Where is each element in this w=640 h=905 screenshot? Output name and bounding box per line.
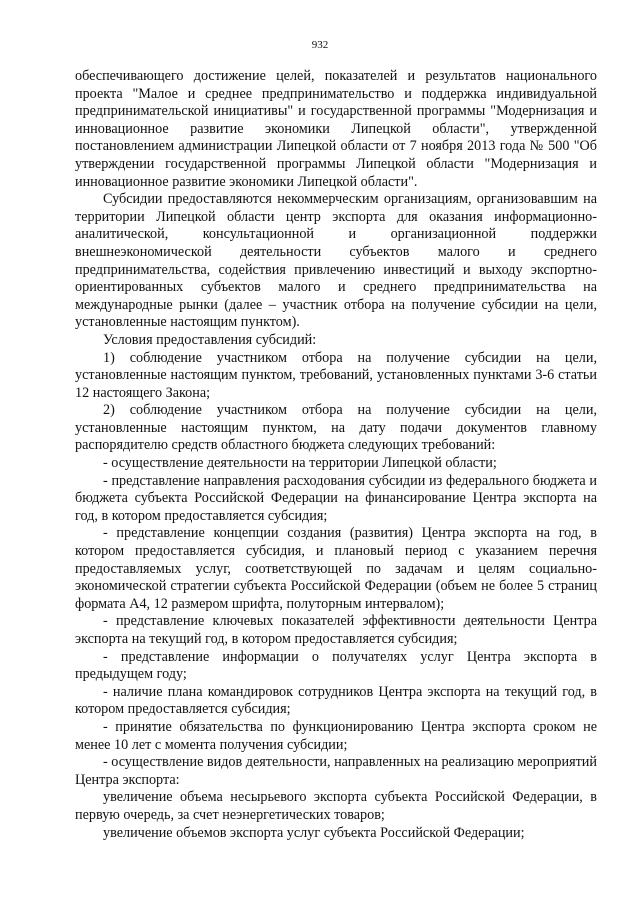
list-item: - представление направления расходования субсидии из федерального бюджета и бюджета субъекта Российской Федерации на финансирование Центра экспорта на год, в котором предоставляется субсидия; <box>75 472 597 524</box>
paragraph-subsidies: Субсидии предоставляются некоммерческим организациям, организовавшим на территории Липецкой области центр экспорта для оказания информационно-аналитической, консультационной и организационной поддержки внешнеэкономической деятельности субъектов малого и среднего предпринимательства, содействия привлечению инвестиций и выходу экспортно-ориентированных субъектов малого и среднего предпринимательства на международные рынки (далее – участник отбора на получение субсидии на цели, установленные настоящим пунктом). <box>75 191 597 331</box>
paragraph-condition-2: 2) соблюдение участником отбора на получение субсидии на цели, установленные настоящим пунктом, на дату подачи документов главному распорядителю средств областного бюджета следующих требований: <box>75 402 597 454</box>
document-body <box>75 68 597 842</box>
list-item: увеличение объема несырьевого экспорта субъекта Российской Федерации, в первую очередь, за счет неэнергетических товаров; <box>75 789 597 823</box>
list-item: - представление концепции создания (развития) Центра экспорта на год, в котором предоставляется субсидия, и плановый период с указанием перечня предоставляемых услуг, соответствующей по задачам и целям социально-экономической стратегии субъекта Российской Федерации (объем не более 5 страниц формата А4, 12 размером шрифта, полуторным интервалом); <box>75 525 597 612</box>
paragraph-condition-1: 1) соблюдение участником отбора на получение субсидии на цели, установленные настоящим пунктом, требований, установленных пунктами 3-6 статьи 12 настоящего Закона; <box>75 349 597 401</box>
list-item: - осуществление видов деятельности, направленных на реализацию мероприятий Центра экспорта: <box>75 754 597 788</box>
list-item: увеличение объемов экспорта услуг субъекта Российской Федерации; <box>103 824 525 841</box>
paragraph-conditions-heading: Условия предоставления субсидий: <box>103 331 317 348</box>
list-item: - осуществление деятельности на территории Липецкой области; <box>103 455 497 472</box>
list-item: - представление информации о получателях услуг Центра экспорта в предыдущем году; <box>75 648 597 683</box>
list-item: - представление ключевых показателей эффективности деятельности Центра экспорта на текущий год, в котором предоставляется субсидия; <box>75 613 597 647</box>
paragraph-continuation: обеспечивающего достижение целей, показателей и результатов национального проекта "Малое и среднее предпринимательство и поддержка индивидуальной предпринимательской инициативы" и государственной программы "Модернизация и инновационное развитие экономики Липецкой области", утвержденной постановлением администрации Липецкой области от 7 ноября 2013 года № 500 "Об утверждении государственной программы Липецкой области "Модернизация и инновационное развитие экономики Липецкой области". <box>75 68 597 190</box>
list-item: - принятие обязательства по функционированию Центра экспорта сроком не менее 10 лет с момента получения субсидии; <box>75 718 597 753</box>
list-item: - наличие плана командировок сотрудников Центра экспорта на текущий год, в котором предоставляется субсидия; <box>75 683 597 718</box>
page-number: 932 <box>311 39 329 51</box>
